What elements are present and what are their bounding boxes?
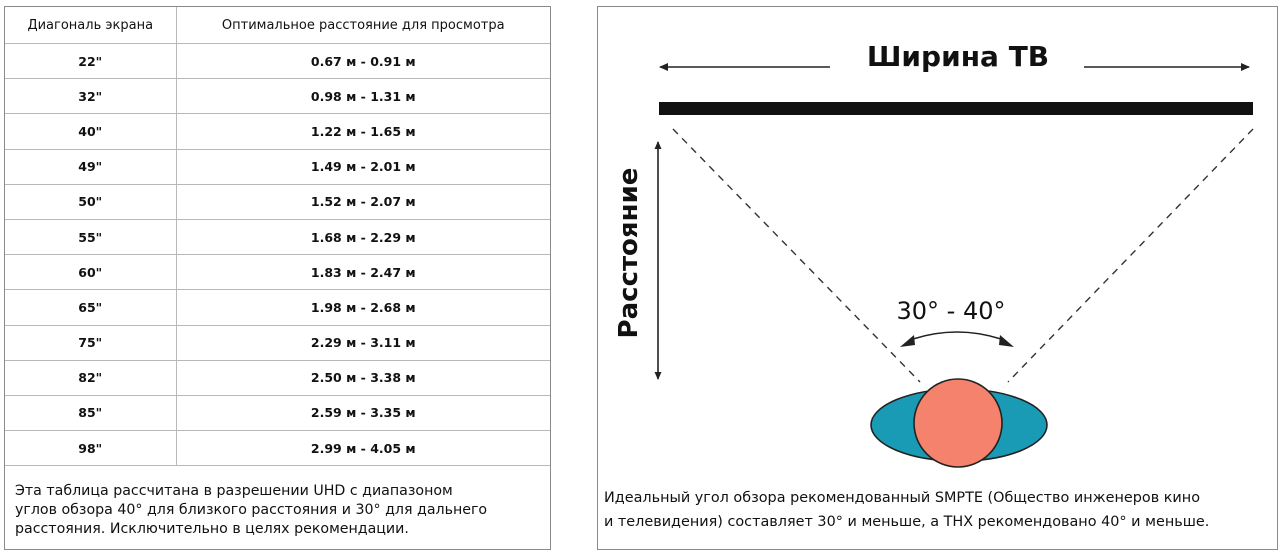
table-note-line: расстояния. Исключительно в целях рекомендации. bbox=[15, 521, 409, 538]
table-row bbox=[5, 114, 550, 149]
diagonal-cell: 49" bbox=[5, 149, 176, 184]
diagonal-cell: 65" bbox=[5, 290, 176, 325]
table-row bbox=[5, 290, 550, 325]
table-row bbox=[5, 431, 550, 466]
table-row bbox=[5, 395, 550, 430]
angle-arc-left-head bbox=[900, 335, 915, 347]
distance-label: Расстояние bbox=[614, 167, 644, 339]
angle-arc-right-head bbox=[999, 335, 1014, 347]
distance-cell: 0.98 м - 1.31 м bbox=[176, 79, 550, 114]
table-row bbox=[5, 184, 550, 219]
distance-cell: 0.67 м - 0.91 м bbox=[176, 44, 550, 79]
viewer-head bbox=[914, 379, 1002, 467]
table-row bbox=[5, 360, 550, 395]
diagonal-cell: 60" bbox=[5, 255, 176, 290]
sight-line-left bbox=[673, 129, 920, 382]
table-note bbox=[5, 466, 550, 539]
distance-cell: 1.98 м - 2.68 м bbox=[176, 290, 550, 325]
distance-cell: 1.22 м - 1.65 м bbox=[176, 114, 550, 149]
table-header-row bbox=[5, 7, 550, 44]
distance-cell: 1.49 м - 2.01 м bbox=[176, 149, 550, 184]
distance-cell: 2.29 м - 3.11 м bbox=[176, 325, 550, 360]
viewing-angle-diagram-panel bbox=[597, 6, 1278, 550]
diagonal-cell: 55" bbox=[5, 219, 176, 254]
sight-line-right bbox=[1008, 129, 1253, 382]
table-note-line: углов обзора 40° для близкого расстояния и 30° для дальнего bbox=[15, 502, 488, 519]
table-row bbox=[5, 255, 550, 290]
table-row bbox=[5, 44, 550, 79]
table-row bbox=[5, 219, 550, 254]
tv-screen-bar bbox=[659, 102, 1253, 115]
table-row bbox=[5, 79, 550, 114]
diagonal-cell: 98" bbox=[5, 431, 176, 466]
tv-width-label: Ширина ТВ bbox=[866, 40, 1050, 73]
distance-cell: 1.52 м - 2.07 м bbox=[176, 184, 550, 219]
viewing-angle-diagram bbox=[598, 7, 1277, 549]
column-header-distance: Оптимальное расстояние для просмотра bbox=[176, 7, 550, 44]
distance-cell: 2.50 м - 3.38 м bbox=[176, 360, 550, 395]
diagonal-cell: 32" bbox=[5, 79, 176, 114]
viewing-angle-label: 30° - 40° bbox=[896, 297, 1006, 325]
distance-cell: 1.68 м - 2.29 м bbox=[176, 219, 550, 254]
distance-cell: 2.99 м - 4.05 м bbox=[176, 431, 550, 466]
angle-arc bbox=[913, 332, 1001, 339]
table-note-line: Эта таблица рассчитана в разрешении UHD с диапазоном bbox=[15, 483, 453, 500]
diagonal-cell: 85" bbox=[5, 395, 176, 430]
table-row bbox=[5, 149, 550, 184]
distance-cell: 1.83 м - 2.47 м bbox=[176, 255, 550, 290]
diagonal-cell: 50" bbox=[5, 184, 176, 219]
diagram-caption-line: и телевидения) составляет 30° и меньше, а THX рекомендовано 40° и меньше. bbox=[604, 514, 1210, 530]
distance-table bbox=[5, 7, 550, 466]
distance-cell: 2.59 м - 3.35 м bbox=[176, 395, 550, 430]
diagonal-cell: 22" bbox=[5, 44, 176, 79]
distance-table-panel bbox=[4, 6, 551, 550]
column-header-diagonal: Диагональ экрана bbox=[5, 7, 176, 44]
diagonal-cell: 82" bbox=[5, 360, 176, 395]
diagonal-cell: 40" bbox=[5, 114, 176, 149]
diagonal-cell: 75" bbox=[5, 325, 176, 360]
diagram-caption-line: Идеальный угол обзора рекомендованный SMPTE (Общество инженеров кино bbox=[604, 490, 1201, 506]
table-row bbox=[5, 325, 550, 360]
diagram-caption bbox=[604, 486, 1276, 534]
